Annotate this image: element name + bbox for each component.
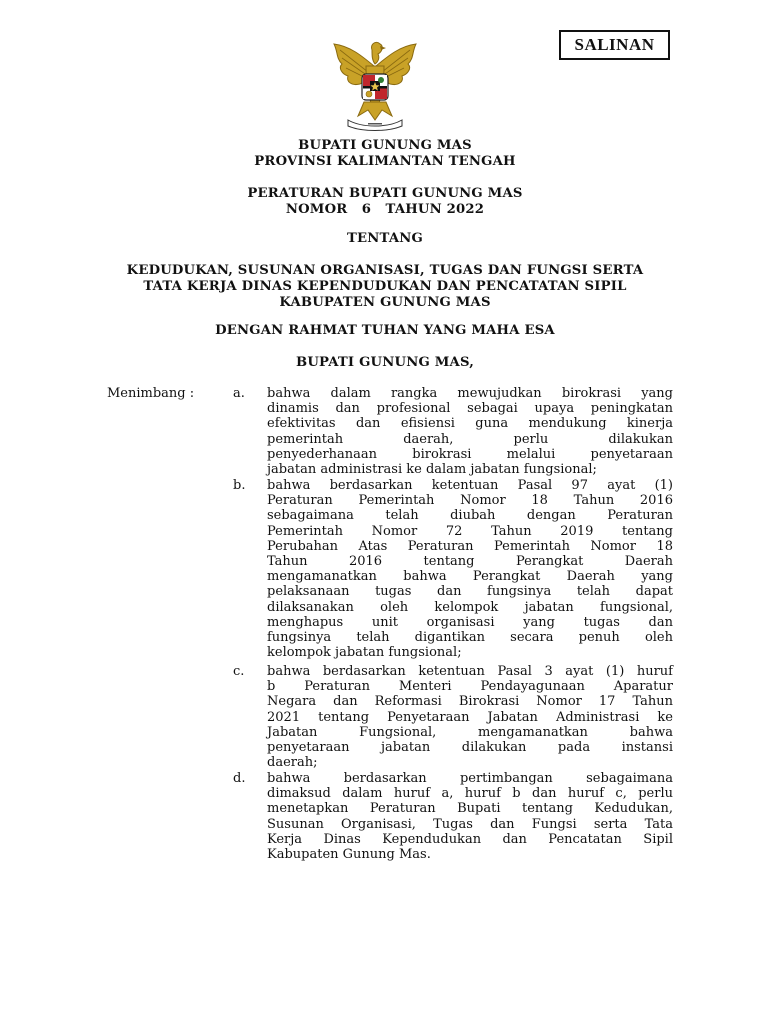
item-line: dimaksud dalam huruf a, huruf b dan huruf c, perlu — [267, 786, 673, 802]
item-line: Kabupaten Gunung Mas. — [267, 847, 431, 863]
salinan-stamp: SALINAN — [559, 30, 670, 60]
item-line: Tahun 2016 tentang Perangkat Daerah — [267, 554, 673, 570]
about-heading — [100, 231, 670, 247]
item-line: bahwa berdasarkan ketentuan Pasal 3 ayat (1) huruf — [267, 664, 673, 679]
item-line: bahwa berdasarkan ketentuan Pasal 97 ayat (1) — [267, 478, 673, 493]
item-line: Negara dan Reformasi Birokrasi Nomor 17 Tahun — [267, 694, 673, 710]
subject-line: KABUPATEN GUNUNG MAS — [279, 295, 491, 310]
item-line: menghapus unit organisasi yang tugas dan — [267, 614, 673, 630]
item-line: Perubahan Atas Peraturan Pemerintah Nomor 18 — [267, 538, 673, 554]
item-line: Jabatan Fungsional, mengamanatkan bahwa — [267, 724, 673, 740]
item-line: mengamanatkan bahwa Perangkat Daerah yang — [267, 569, 673, 585]
item-text — [267, 664, 673, 770]
item-line: menetapkan Peraturan Bupati tentang Kedudukan, — [267, 801, 673, 817]
item-line: b Peraturan Menteri Pendayagunaan Aparatur — [267, 679, 673, 695]
item-line: 2021 tentang Penyetaraan Jabatan Administrasi ke — [267, 709, 673, 725]
item-line: pemerintah daerah, perlu dilakukan — [267, 431, 673, 447]
garuda-emblem-icon — [328, 36, 422, 132]
item-letter: c. — [233, 664, 245, 679]
item-line: Kerja Dinas Kependudukan dan Pencatatan Sipil — [267, 831, 673, 847]
blessing-heading — [100, 323, 670, 339]
regent-title: BUPATI GUNUNG MAS — [298, 138, 472, 153]
about-label: TENTANG — [347, 231, 423, 246]
item-line: Susunan Organisasi, Tugas dan Fungsi serta Tata — [267, 816, 673, 832]
province-title: PROVINSI KALIMANTAN TENGAH — [254, 154, 516, 169]
item-line: penyetaraan jabatan dilakukan pada instansi — [267, 740, 673, 756]
blessing-text: DENGAN RAHMAT TUHAN YANG MAHA ESA — [215, 323, 555, 338]
item-letter: a. — [233, 386, 245, 401]
regent-header — [100, 138, 670, 170]
subject-line: KEDUDUKAN, SUSUNAN ORGANISASI, TUGAS DAN FUNGSI SERTA — [126, 263, 644, 278]
item-line: Pemerintah Nomor 72 Tahun 2019 tentang — [267, 523, 673, 539]
item-line: jabatan administrasi ke dalam jabatan fungsional; — [267, 462, 597, 478]
item-line: sebagaimana telah diubah dengan Peraturan — [267, 508, 673, 524]
item-line: daerah; — [267, 755, 318, 771]
subject-heading — [100, 263, 670, 311]
item-line: pelaksanaan tugas dan fungsinya telah dapat — [267, 584, 673, 600]
item-line: kelompok jabatan fungsional; — [267, 645, 462, 661]
item-text — [267, 386, 673, 477]
item-line: dinamis dan profesional sebagai upaya peningkatan — [267, 401, 673, 417]
item-line: Peraturan Pemerintah Nomor 18 Tahun 2016 — [267, 493, 673, 509]
item-line: penyederhanaan birokrasi melalui penyetaraan — [267, 446, 673, 462]
item-letter: b. — [233, 478, 246, 493]
issuer-text: BUPATI GUNUNG MAS, — [296, 355, 474, 370]
item-text — [267, 478, 673, 660]
regulation-title: PERATURAN BUPATI GUNUNG MAS — [247, 186, 523, 201]
regulation-number: NOMOR 6 TAHUN 2022 — [285, 202, 485, 217]
item-line: bahwa berdasarkan pertimbangan sebagaimana — [267, 771, 673, 786]
considering-label: Menimbang : — [107, 386, 195, 401]
regulation-header — [100, 186, 670, 218]
item-line: bahwa dalam rangka mewujudkan birokrasi yang — [267, 386, 673, 401]
subject-line: TATA KERJA DINAS KEPENDUDUKAN DAN PENCATATAN SIPIL — [143, 279, 627, 294]
item-text — [267, 771, 673, 862]
issuer-heading — [100, 355, 670, 371]
item-letter: d. — [233, 771, 246, 786]
item-line: efektivitas dan efisiensi guna mendukung kinerja — [267, 416, 673, 432]
item-line: dilaksanakan oleh kelompok jabatan fungsional, — [267, 599, 673, 615]
item-line: fungsinya telah digantikan secara penuh oleh — [267, 630, 673, 646]
